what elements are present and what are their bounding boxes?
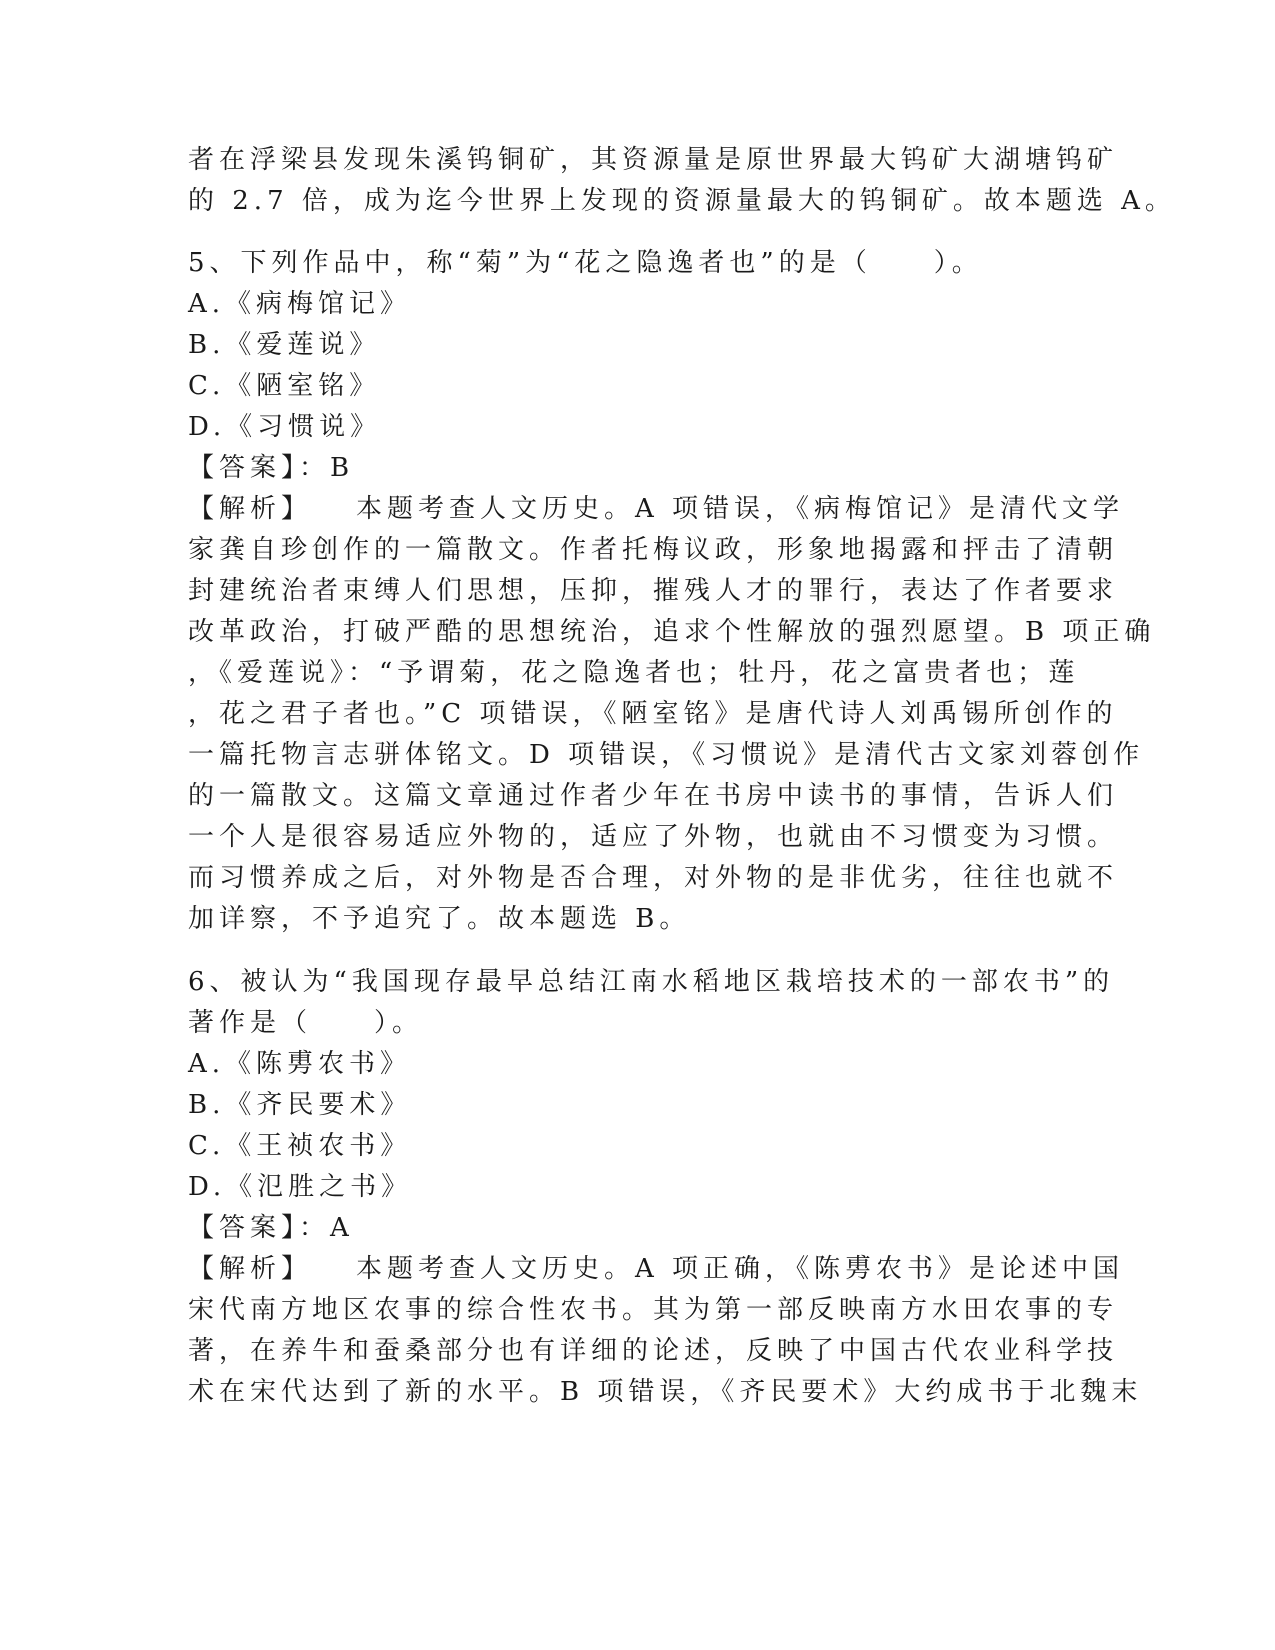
q5-analysis-line: 加详察，不予追究了。故本题选 B。	[188, 904, 691, 934]
q6-stem-line-2: 著作是（ ）。	[188, 1008, 424, 1038]
q5-analysis-line: 家龚自珍创作的一篇散文。作者托梅议政，形象地揭露和抨击了清朝	[188, 535, 1119, 565]
q5-analysis-text: 本题考查人文历史。A 项错误，《病梅馆记》是清代文学	[356, 494, 1125, 524]
q5-analysis-line: 改革政治，打破严酷的思想统治，追求个性解放的强烈愿望。B 项正确	[188, 617, 1156, 647]
q6-analysis-text: 本题考查人文历史。A 项正确，《陈旉农书》是论述中国	[356, 1254, 1125, 1284]
q6-analysis-line: 著，在养牛和蚕桑部分也有详细的论述，反映了中国古代农业科学技	[188, 1336, 1119, 1366]
q6-stem-line-1: 6、被认为“我国现存最早总结江南水稻地区栽培技术的一部农书”的	[188, 967, 1115, 997]
q6-option-a: A.《陈旉农书》	[188, 1049, 412, 1079]
q5-stem: 5、下列作品中，称“菊”为“花之隐逸者也”的是（ ）。	[188, 248, 983, 278]
q5-answer: 【答案】：B	[188, 453, 355, 483]
q6-analysis-line: 宋代南方地区农事的综合性农书。其为第一部反映南方水田农事的专	[188, 1295, 1119, 1325]
carryover-line-2: 的 2.7 倍，成为迄今世界上发现的资源量最大的钨铜矿。故本题选 A。	[188, 186, 1176, 216]
q6-option-d: D.《氾胜之书》	[188, 1172, 413, 1202]
q5-option-b: B.《爱莲说》	[188, 330, 381, 360]
q5-analysis-line: 一个人是很容易适应外物的，适应了外物，也就由不习惯变为习惯。	[188, 822, 1119, 852]
q5-analysis-line: 封建统治者束缚人们思想，压抑，摧残人才的罪行，表达了作者要求	[188, 576, 1119, 606]
q5-option-a: A.《病梅馆记》	[188, 289, 412, 319]
q6-analysis-line: 术在宋代达到了新的水平。B 项错误，《齐民要术》大约成书于北魏末	[188, 1377, 1143, 1407]
q6-option-b: B.《齐民要术》	[188, 1090, 412, 1120]
q5-analysis-first-line	[188, 492, 1125, 526]
q5-option-d: D.《习惯说》	[188, 412, 382, 442]
carryover-line-1: 者在浮梁县发现朱溪钨铜矿，其资源量是原世界最大钨矿大湖塘钨矿	[188, 145, 1119, 175]
q5-analysis-line: 而习惯养成之后，对外物是否合理，对外物的是非优劣，往往也就不	[188, 863, 1119, 893]
q5-analysis-line: 的一篇散文。这篇文章通过作者少年在书房中读书的事情，告诉人们	[188, 781, 1119, 811]
q5-analysis-line: ，花之君子者也。”C 项错误，《陋室铭》是唐代诗人刘禹锡所创作的	[188, 699, 1118, 729]
q6-analysis-label: 【解析】	[188, 1254, 313, 1284]
q5-analysis-line: 一篇托物言志骈体铭文。D 项错误，《习惯说》是清代古文家刘蓉创作	[188, 740, 1145, 770]
q6-option-c: C.《王祯农书》	[188, 1131, 412, 1161]
q6-answer: 【答案】：A	[188, 1213, 354, 1243]
q5-analysis-line: ，《爱莲说》：“予谓菊，花之隐逸者也；牡丹，花之富贵者也；莲	[188, 658, 1080, 688]
q5-option-c: C.《陋室铭》	[188, 371, 381, 401]
q6-analysis-first-line	[188, 1252, 1125, 1286]
q5-analysis-label: 【解析】	[188, 494, 313, 524]
